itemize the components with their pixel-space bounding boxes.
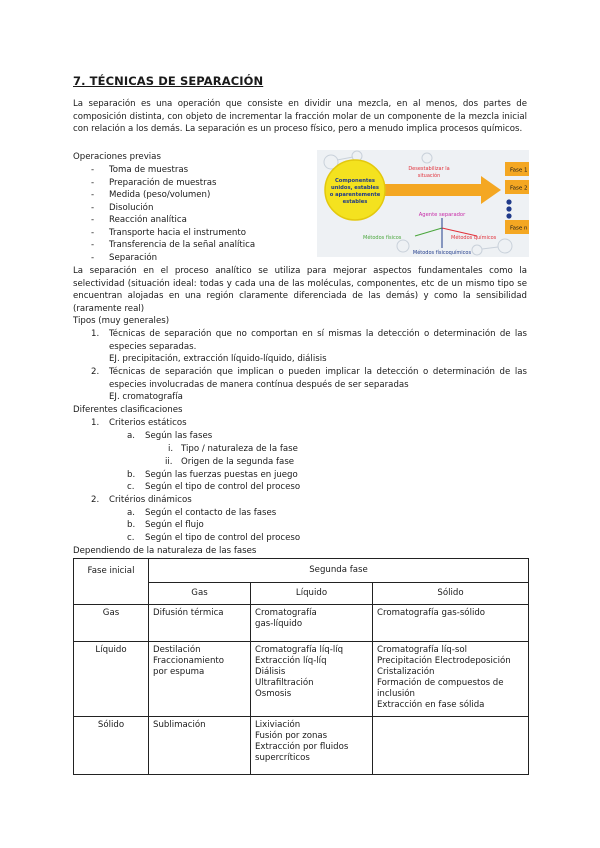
circle-text-line-2: unidos, estables (331, 185, 379, 191)
cell-line: gas-líquido (255, 619, 303, 629)
destabilize-label-2: situación (417, 173, 441, 179)
list-bullet: - (91, 177, 95, 188)
ellipsis-dot (506, 213, 511, 218)
list-item: Transferencia de la señal analítica (109, 240, 256, 250)
cell-line: Cromatografía (255, 608, 317, 618)
table-row (74, 717, 529, 775)
header-segunda-fase: Segunda fase (149, 559, 529, 583)
agent-label: Agente separador (418, 212, 466, 218)
list-number: 2. (91, 495, 100, 505)
table-caption: Dependiendo de la naturaleza de las fases (73, 546, 257, 556)
list-bullet: - (91, 202, 95, 213)
list-item: Toma de muestras (109, 165, 189, 175)
cell-gas-gas (149, 605, 251, 642)
cell-line: Extracción líq-líq (255, 656, 327, 666)
cell-line: inclusión (377, 689, 415, 699)
cell-line: Cristalización (377, 667, 435, 677)
cell-line: Ultrafiltración (255, 678, 314, 688)
table-row (74, 605, 529, 642)
list-roman: ii. (165, 457, 173, 467)
row-label-solido: Sólido (74, 717, 149, 775)
fisicos-label: Métodos físicos (363, 235, 402, 241)
cell-line: Cromatografía líq-líq (255, 645, 344, 655)
tipos-heading: Tipos (muy generales) (73, 316, 170, 326)
tipo-2-number: 2. (91, 367, 100, 377)
cell-line: supercríticos (255, 753, 310, 763)
tipo-1-number: 1. (91, 329, 100, 339)
segun-fases: Según las fases (145, 431, 213, 441)
cell-line: Extracción en fase sólida (377, 700, 485, 710)
row-label-gas: Gas (74, 605, 149, 642)
criterios-estaticos: Criterios estáticos (109, 418, 187, 428)
segun-control-dinamico: Según el tipo de control del proceso (145, 533, 301, 543)
cell-line: Lixiviación (255, 720, 301, 730)
cell-line: Fusión por zonas (255, 731, 328, 741)
cell-gas-solido (373, 605, 529, 642)
cell-line: Precipitación Electrodeposición (377, 656, 511, 666)
cell-line: Extracción por fluidos (255, 742, 349, 752)
criterios-dinamicos: Critérios dinámicos (109, 495, 192, 505)
list-letter: b. (127, 520, 136, 530)
segun-contacto: Según el contacto de las fases (145, 508, 277, 518)
cell-line: Cromatografía gas-sólido (377, 608, 486, 618)
list-letter: a. (127, 508, 135, 518)
list-item: Preparación de muestras (109, 177, 217, 188)
cell-gas-liquido (251, 605, 373, 642)
cell-solido-solido (373, 717, 529, 775)
list-roman: i. (168, 444, 174, 454)
list-letter: c. (127, 533, 135, 543)
fase-2-label: Fase 2 (510, 185, 528, 192)
list-bullet: - (91, 190, 95, 200)
direction-arrow (381, 176, 501, 204)
quimicos-label: Métodos químicos (451, 235, 497, 241)
origen-segunda-fase: Origen de la segunda fase (181, 457, 295, 467)
tipo-2-example: EJ. cromatografía (109, 392, 183, 402)
fase-n-label: Fase n (510, 225, 528, 232)
cell-liquido-solido (373, 642, 529, 717)
list-bullet: - (91, 227, 95, 238)
cell-solido-gas (149, 717, 251, 775)
fisicoquimicos-label: Métodos físicoquímicos (412, 250, 472, 256)
header-solido: Sólido (373, 583, 529, 605)
header-liquido: Líquido (251, 583, 373, 605)
header-gas: Gas (149, 583, 251, 605)
cell-line: Fraccionamiento (153, 656, 225, 666)
segun-fuerzas: Según las fuerzas puestas en juego (145, 470, 298, 480)
section-title: 7. TÉCNICAS DE SEPARACIÓN (73, 74, 264, 88)
cell-line: Formación de compuestos de (377, 678, 504, 688)
circle-text-line-3: o aparentemente (329, 192, 381, 198)
list-bullet: - (91, 240, 95, 250)
list-item: Separación (109, 252, 158, 263)
tipo-2-text: Técnicas de separación que implican o pueden implicar la detección o determinación de las especies involucradas de manera contínua después de ser separadas (109, 367, 527, 390)
circle-text-line-1: Componentes (334, 178, 376, 184)
list-item: Medida (peso/volumen) (109, 190, 211, 200)
cell-liquido-gas (149, 642, 251, 717)
cell-line: por espuma (153, 667, 205, 677)
circle-text-line-4: estables (342, 199, 368, 205)
list-letter: c. (127, 482, 135, 492)
list-number: 1. (91, 418, 100, 428)
table-row (74, 642, 529, 717)
cell-line: Diálisis (255, 667, 286, 677)
cell-line: Difusión térmica (153, 608, 224, 618)
cell-line: Cromatografía líq-sol (377, 645, 467, 655)
selectivity-paragraph: La separación en el proceso analítico se utiliza para mejorar aspectos fundamentales como la selectividad (situación ideal: todas y cada una de las moléculas, componentes, etc de un mismo tipo se encuentran alojadas en una región claramente diferenciada de las demás) y como la sensibilidad (raramente real) (73, 266, 527, 314)
phases-table (73, 558, 529, 775)
separation-diagram (317, 150, 529, 257)
list-bullet: - (91, 215, 95, 225)
destabilize-label-1: Desestabilizar la (408, 166, 450, 172)
list-bullet: - (91, 165, 95, 175)
fisicos-link (415, 228, 442, 236)
cell-solido-liquido (251, 717, 373, 775)
tipo-1-example: EJ. precipitación, extracción líquido-líquido, diálisis (109, 354, 327, 364)
list-bullet: - (91, 252, 95, 263)
cell-line: Destilación (153, 645, 201, 655)
ellipsis-dot (506, 199, 511, 204)
prev-ops-heading: Operaciones previas (73, 152, 161, 162)
fase-1-label: Fase 1 (510, 167, 528, 174)
list-item: Disolución (109, 202, 154, 213)
row-label-liquido: Líquido (74, 642, 149, 717)
list-item: Transporte hacia el instrumento (109, 227, 246, 238)
ellipsis-dot (506, 206, 511, 211)
cell-liquido-liquido (251, 642, 373, 717)
segun-flujo: Según el flujo (145, 520, 204, 530)
separation-diagram-svg (317, 150, 529, 257)
cell-line: Sublimación (153, 720, 206, 730)
list-letter: a. (127, 431, 135, 441)
cell-line: Osmosis (255, 689, 292, 699)
tipo-naturaleza-fase: Tipo / naturaleza de la fase (181, 444, 298, 454)
list-item: Reacción analítica (109, 215, 187, 225)
intro-paragraph: La separación es una operación que consiste en dividir una mezcla, en al menos, dos partes de composición distinta, con objeto de incrementar la fracción molar de un componente de la mezcla inicial con relación a los demás. La separación es un proceso físico, pero a menudo implica procesos químicos. (73, 99, 527, 134)
segun-control-estatico: Según el tipo de control del proceso (145, 482, 301, 492)
table-header-row (74, 559, 529, 583)
header-fase-inicial: Fase inicial (74, 559, 149, 605)
tipo-1-text: Técnicas de separación que no comportan en sí mismas la detección o determinación de las especies separadas. (109, 329, 527, 352)
list-letter: b. (127, 470, 136, 480)
clasificaciones-heading: Diferentes clasificaciones (73, 405, 183, 415)
